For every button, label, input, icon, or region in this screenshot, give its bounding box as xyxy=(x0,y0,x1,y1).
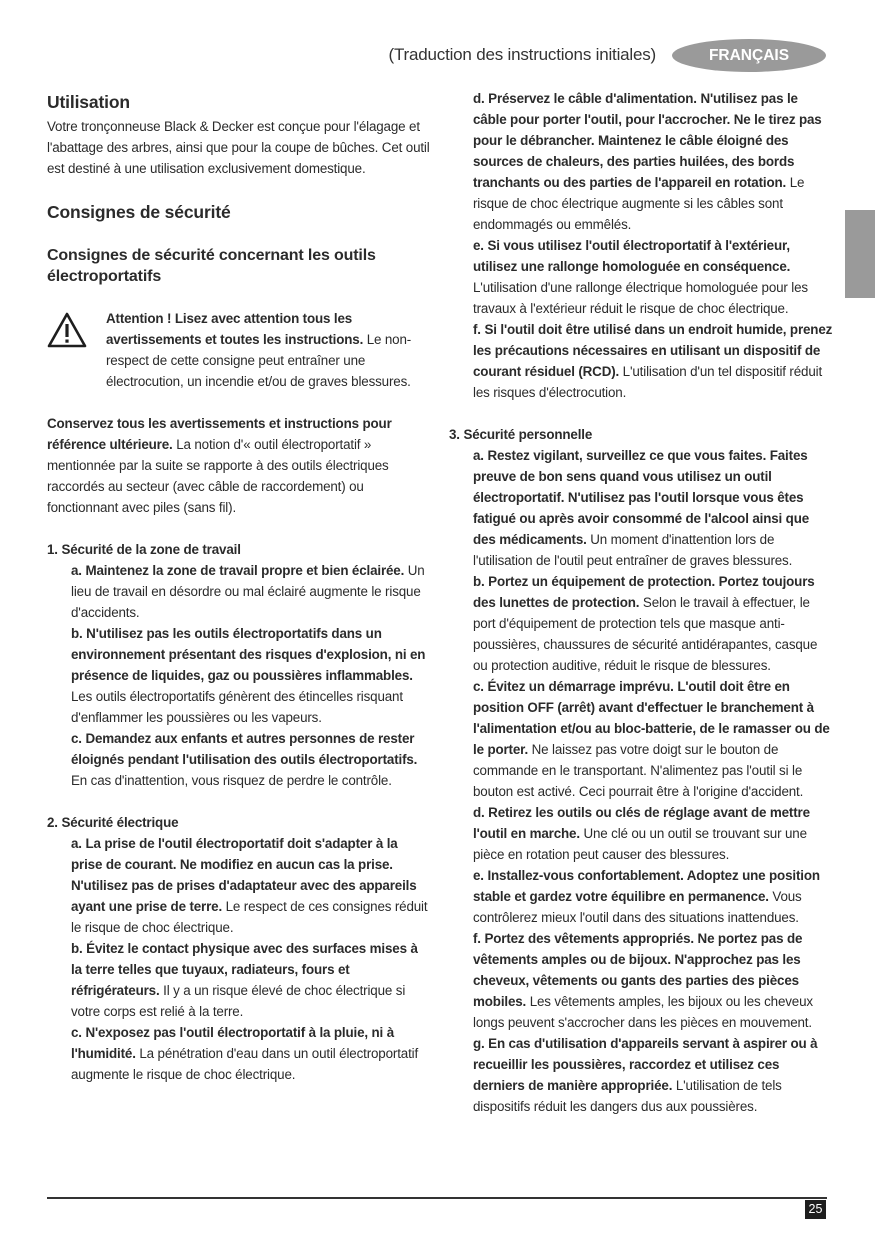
utilisation-title: Utilisation xyxy=(47,92,130,112)
list-item: c. Évitez un démarrage imprévu. L'outil doit être en position OFF (arrêt) avant d'effectuer le branchement à l'alimentation et/ou au bloc-batterie, de le ramasser ou de le porter. Ne laissez pas votre doigt sur le bouton de commande en le transportant. N'alimentez pas l'outil si le bouton est activé. Ceci pourrait être à l'origine d'accident. xyxy=(473,679,830,799)
s3-list xyxy=(449,445,833,1117)
consignes-subtitle: Consignes de sécurité concernant les outils électroportatifs xyxy=(47,247,376,285)
keep-instructions: Conservez tous les avertissements et instructions pour référence ultérieure. La notion d'« outil électroportatif » mentionnée par la suite se rapporte à des outils électriques raccordés au secteur (avec câble de raccordement) ou fonctionnant avec piles (sans fil). xyxy=(47,416,392,515)
list-item: e. Si vous utilisez l'outil électroportatif à l'extérieur, utilisez une rallonge homologuée en conséquence. L'utilisation d'une rallonge électrique homologuée pour les travaux à l'extérieur réduit le risque de choc électrique. xyxy=(473,238,808,316)
s1-title: 1. Sécurité de la zone de travail xyxy=(47,542,241,557)
warning-triangle-icon xyxy=(47,312,87,348)
list-item: d. Retirez les outils ou clés de réglage avant de mettre l'outil en marche. Une clé ou un outil se trouvant sur une pièce en rotation peut causer des blessures. xyxy=(473,805,810,862)
list-item: b. Évitez le contact physique avec des surfaces mises à la terre telles que tuyaux, radiateurs, fours et réfrigérateurs. Il y a un risque élevé de choc électrique si votre corps est relié à la terre. xyxy=(71,941,418,1019)
list-item: e. Installez-vous confortablement. Adoptez une position stable et gardez votre équilibre en permanence. Vous contrôlerez mieux l'outil dans des situations inattendues. xyxy=(473,868,820,925)
header-subtitle: (Traduction des instructions initiales) xyxy=(388,45,656,64)
s2-list-continued xyxy=(449,88,833,403)
right-column xyxy=(449,88,833,1117)
s3-title: 3. Sécurité personnelle xyxy=(449,427,593,442)
list-item: a. Restez vigilant, surveillez ce que vous faites. Faites preuve de bon sens quand vous utilisez un outil électroportatif. N'utilisez pas l'outil lorsque vous êtes fatigué ou après avoir consommé de l'alcool ainsi que des médicaments. Un moment d'inattention lors de l'utilisation de l'outil peut entraîner de graves blessures. xyxy=(473,448,810,568)
list-item: d. Préservez le câble d'alimentation. N'utilisez pas le câble pour porter l'outil, pour l'accrocher. Ne le tirez pas pour le débrancher. Maintenez le câble éloigné des sources de chaleurs, des parties huilées, des bords tranchants ou des parties de l'appareil en rotation. Le risque de choc électrique augmente si les câbles sont endommagés ou emmêlés. xyxy=(473,91,822,232)
list-item: f. Portez des vêtements appropriés. Ne portez pas de vêtements amples ou de bijoux. N'approchez pas les cheveux, vêtements ou gants des parties des pièces mobiles. Les vêtements amples, les bijoux ou les cheveux longs peuvent s'accrocher dans les pièces en mouvement. xyxy=(473,931,813,1030)
consignes-title: Consignes de sécurité xyxy=(47,202,231,222)
page-number: 25 xyxy=(805,1200,826,1219)
s1-list xyxy=(47,560,432,791)
list-item: c. N'exposez pas l'outil électroportatif à la pluie, ni à l'humidité. La pénétration d'eau dans un outil électroportatif augmente le risque de choc électrique. xyxy=(71,1025,419,1082)
language-badge: FRANÇAIS xyxy=(672,39,826,72)
list-item: b. Portez un équipement de protection. Portez toujours des lunettes de protection. Selon le travail à effectuer, le port d'équipement de protection tels que masque anti-poussières, chaussures de sécurité antidérapantes, casque ou protection auditive, réduit le risque de blessures. xyxy=(473,574,818,673)
side-language-tab xyxy=(845,210,875,298)
list-item: f. Si l'outil doit être utilisé dans un endroit humide, prenez les précautions nécessaires en utilisant un dispositif de courant résiduel (RCD). L'utilisation d'un tel dispositif réduit les risques d'électrocution. xyxy=(473,322,833,400)
list-item: a. Maintenez la zone de travail propre et bien éclairée. Un lieu de travail en désordre ou mal éclairé augmente le risque d'accidents. xyxy=(71,563,425,620)
list-item: g. En cas d'utilisation d'appareils servant à aspirer ou à recueillir les poussières, raccordez et utilisez ces derniers de manière appropriée. L'utilisation de tels dispositifs réduit les dangers dus aux poussières. xyxy=(473,1036,818,1114)
warning-text: Attention ! Lisez avec attention tous les avertissements et toutes les instructions. Le non-respect de cette consigne peut entraîner une électrocution, un incendie et/ou de graves blessures. xyxy=(106,311,412,389)
list-item: a. La prise de l'outil électroportatif doit s'adapter à la prise de courant. Ne modifiez en aucun cas la prise. N'utilisez pas de prises d'adaptateur avec des appareils ayant une prise de terre. Le respect de ces consignes réduit le risque de choc électrique. xyxy=(71,836,428,935)
list-item: c. Demandez aux enfants et autres personnes de rester éloignés pendant l'utilisation des outils électroportatifs. En cas d'inattention, vous risquez de perdre le contrôle. xyxy=(71,731,418,788)
left-column xyxy=(47,88,432,1085)
utilisation-body: Votre tronçonneuse Black & Decker est conçue pour l'élagage et l'abattage des arbres, ainsi que pour la coupe de bûches. Cet outil est destiné à une utilisation exclusivement domestique. xyxy=(47,119,430,176)
list-item: b. N'utilisez pas les outils électroportatifs dans un environnement présentant des risques d'explosion, ni en présence de liquides, gaz ou poussières inflammables. Les outils électroportatifs génèrent des étincelles risquant d'enflammer les poussières ou les vapeurs. xyxy=(71,626,426,725)
s2-list xyxy=(47,833,432,1085)
s2-title: 2. Sécurité électrique xyxy=(47,815,179,830)
warning-block xyxy=(47,308,432,392)
footer-divider xyxy=(47,1197,827,1199)
